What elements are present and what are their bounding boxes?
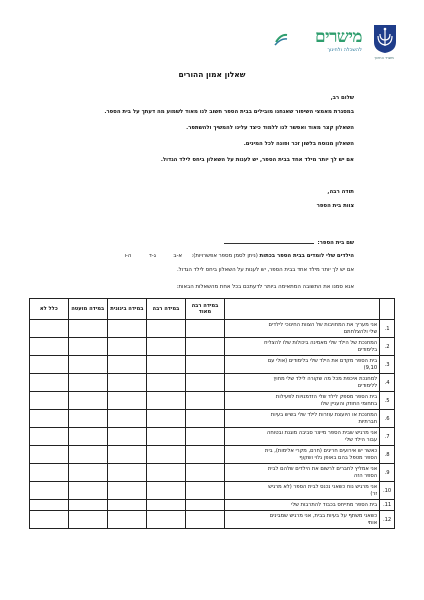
answer-cell-little[interactable] [68,356,107,374]
greeting: שלום רב, [330,95,354,101]
header-number-cell [380,299,395,320]
state-emblem-icon [372,24,398,54]
question-statement [224,410,379,428]
answer-cell-little[interactable] [68,428,107,446]
answer-cell-not-at-all[interactable] [30,446,69,464]
answer-cell-little[interactable] [68,464,107,482]
answer-cell-not-at-all[interactable] [30,320,69,338]
questions-table [29,298,395,529]
statement-line: כאשר יש אירועים חריגים (חרם, מקרי אלימות), בית [265,448,378,454]
table-row [30,446,395,464]
answer-cell-moderate[interactable] [107,410,146,428]
answer-cell-moderate[interactable] [107,511,146,529]
statement-line: אני אמליץ לחברים לרשום את הילדים שלהם לבית [267,466,378,472]
answer-cell-much[interactable] [146,356,185,374]
table-row [30,356,395,374]
question-number: 10. [380,482,395,500]
question-statement [224,338,379,356]
statement-line: חברתיות [358,418,378,425]
answer-cell-much[interactable] [146,410,185,428]
answer-cell-not-at-all[interactable] [30,500,69,511]
question-number: 3. [380,356,395,374]
grades-line [34,252,354,260]
answer-cell-little[interactable] [68,482,107,500]
header-much: במידה רבה [146,299,185,320]
grades-label: הילדים שלי לומדים בבית הספר בכתות [259,253,354,259]
question-statement [224,464,379,482]
answer-cell-very-much[interactable] [185,356,224,374]
brand-logo [272,28,362,58]
answer-cell-moderate[interactable] [107,428,146,446]
answer-cell-not-at-all[interactable] [30,410,69,428]
answer-cell-not-at-all[interactable] [30,374,69,392]
question-number: 6. [380,410,395,428]
intro-line-4: אם יש לך יותר מילד אחד בבית הספר, יש לענות על השאלון ביחס לילד הגדול. [160,157,354,163]
header-statement-cell [224,299,379,320]
answer-cell-moderate[interactable] [107,320,146,338]
question-number: 4. [380,374,395,392]
intro-line-2: השאלון קצר מאוד ואפשר לנו ללמוד כיצד עלינו להמשיך ולהשתפר. [186,125,354,131]
answer-cell-moderate[interactable] [107,482,146,500]
table-row [30,500,395,511]
statement-line: 9,10) [363,364,378,371]
statement-line: שלי ולהצלחתם [343,328,378,335]
answer-cell-much[interactable] [146,511,185,529]
instruction: אנא סמנו את התשובה המתאימה ביותר לדעתכם בכל אחת מהשאלות הבאות: [176,284,354,290]
answer-cell-moderate[interactable] [107,338,146,356]
answer-cell-not-at-all[interactable] [30,482,69,500]
question-number: 11. [380,500,395,511]
answer-cell-not-at-all[interactable] [30,511,69,529]
statement-line: כשאני משתף על בעיות בבית, אני מרגיש שמבינים [269,513,378,519]
answer-cell-much[interactable] [146,428,185,446]
brand-name: מישרים [315,27,362,47]
statement-line: הספר מטפל בהם באופן גלוי ושקוף [299,454,378,461]
answer-cell-moderate[interactable] [107,464,146,482]
question-number: 2. [380,338,395,356]
table-row [30,464,395,482]
statement-line: ללימודים [357,382,378,389]
question-statement [224,446,379,464]
question-number: 8. [380,446,395,464]
grade-option-3[interactable]: ה-ו [124,253,132,259]
statement-line: בית הספר מתייחס בכבוד להתרבות שלי [291,501,378,508]
question-statement [224,428,379,446]
statement-line: בית הספר מספק לילד שלי הזדמנויות לפעילות [275,394,378,400]
school-name-blank[interactable] [224,238,314,244]
table-header-row [30,299,395,320]
answer-cell-moderate[interactable] [107,500,146,511]
question-statement [224,500,379,511]
intro-line-1: במסגרת מאמצי השיפור שאנחנו מובילים בבית הספר חשוב לנו מאוד לשמוע מה דעתך על בית הספר. [104,109,354,115]
answer-cell-much[interactable] [146,374,185,392]
answer-cell-little[interactable] [68,511,107,529]
answer-cell-not-at-all[interactable] [30,392,69,410]
table-row [30,482,395,500]
answer-cell-little[interactable] [68,446,107,464]
answer-cell-very-much[interactable] [185,446,224,464]
question-number: 1. [380,320,395,338]
signoff-thanks: תודה רבה, [327,189,354,195]
question-number: 5. [380,392,395,410]
statement-line: הספר הזה [354,472,378,479]
grade-option-2[interactable]: ג-ד [148,253,156,259]
answer-cell-moderate[interactable] [107,446,146,464]
answer-cell-much[interactable] [146,320,185,338]
statement-line: בלימודים [357,346,378,353]
question-number: 12. [380,511,395,529]
answer-cell-moderate[interactable] [107,392,146,410]
answer-cell-much[interactable] [146,464,185,482]
table-row [30,392,395,410]
answer-cell-very-much[interactable] [185,482,224,500]
question-statement [224,356,379,374]
header-moderate: במידה בינונית [107,299,146,320]
answer-cell-much[interactable] [146,392,185,410]
answer-cell-not-at-all[interactable] [30,464,69,482]
statement-line: המחנכת של הילד שלי מאמינה ביכולות שלו להצליח [264,340,378,346]
brand-swoosh-icon [274,32,288,46]
grades-note: (ניתן לסמן מספר אפשרויות): [191,253,258,259]
statement-line: עבור הילד שלי [345,436,378,443]
table-row [30,511,395,529]
answer-cell-very-much[interactable] [185,500,224,511]
page-title: שאלון אמון ההורים [178,70,246,79]
answer-cell-little[interactable] [68,320,107,338]
grade-option-1[interactable]: א-ב [173,253,183,259]
statement-line: אני מרגיש שבית הספר מייצר סביבה מוגנת ובטוחה [267,430,378,436]
answer-cell-very-much[interactable] [185,338,224,356]
statement-line: בית הספר מקדם את הילד שלי בלימודים (אולי עם [267,358,378,364]
answer-cell-very-much[interactable] [185,320,224,338]
statement-line: אותי [367,519,378,526]
answer-cell-very-much[interactable] [185,410,224,428]
question-number: 7. [380,428,395,446]
statement-line: אני מעריך את המחויבות של הצוות החינוכי לילדים [268,322,378,328]
signoff-team: צוות בית הספר [316,203,354,209]
answer-cell-not-at-all[interactable] [30,428,69,446]
statement-line: למחנכת איכפת מכל מה שקורה לילד שלי מחוץ [273,376,378,382]
statement-line: זר) [370,490,378,497]
header-logos [268,22,398,62]
answer-cell-very-much[interactable] [185,392,224,410]
brand-tagline: להשכלה ולחינוך [327,47,362,53]
questions-body [30,320,395,529]
answer-cell-very-much[interactable] [185,428,224,446]
multi-child-note: אם יש לך יותר מילד אחד בבית הספר, יש לענות על השאלון ביחס לילד הגדול. [176,267,354,273]
question-statement [224,392,379,410]
answer-cell-much[interactable] [146,500,185,511]
question-number: 9. [380,464,395,482]
table-row [30,338,395,356]
question-statement [224,320,379,338]
answer-cell-much[interactable] [146,482,185,500]
answer-cell-not-at-all[interactable] [30,338,69,356]
answer-cell-much[interactable] [146,446,185,464]
answer-cell-very-much[interactable] [185,511,224,529]
answer-cell-little[interactable] [68,392,107,410]
table-row [30,320,395,338]
school-name-label: שם בית הספר: [317,240,354,246]
answer-cell-not-at-all[interactable] [30,356,69,374]
answer-cell-little[interactable] [68,374,107,392]
statement-line: בתחומי החוזק והעניין שלו [320,400,378,407]
question-statement [224,482,379,500]
header-little: במידה מועטה [68,299,107,320]
answer-cell-moderate[interactable] [107,356,146,374]
answer-cell-little[interactable] [68,338,107,356]
answer-cell-very-much[interactable] [185,464,224,482]
table-row [30,410,395,428]
answer-cell-little[interactable] [68,410,107,428]
table-row [30,374,395,392]
question-statement [224,511,379,529]
emblem-caption: משרד החינוך [374,56,394,60]
answer-cell-very-much[interactable] [185,374,224,392]
question-statement [224,374,379,392]
school-name-field[interactable] [224,238,354,246]
header-very-much: במידה רבה מאוד [185,299,224,320]
answer-cell-much[interactable] [146,338,185,356]
header-not-at-all: כלל לא [30,299,69,320]
intro-line-3: השאלון מנוסח בלשון זכר ופונה לכל המינים. [243,141,354,147]
statement-line: אני מרגיש נוח כשאני נכנס לבית הספר (לא מרגיש [268,484,378,490]
statement-line: המחנכת או היועצת עוזרות לילד שלי בשיש בעיות [270,412,378,418]
answer-cell-moderate[interactable] [107,374,146,392]
table-row [30,428,395,446]
answer-cell-little[interactable] [68,500,107,511]
